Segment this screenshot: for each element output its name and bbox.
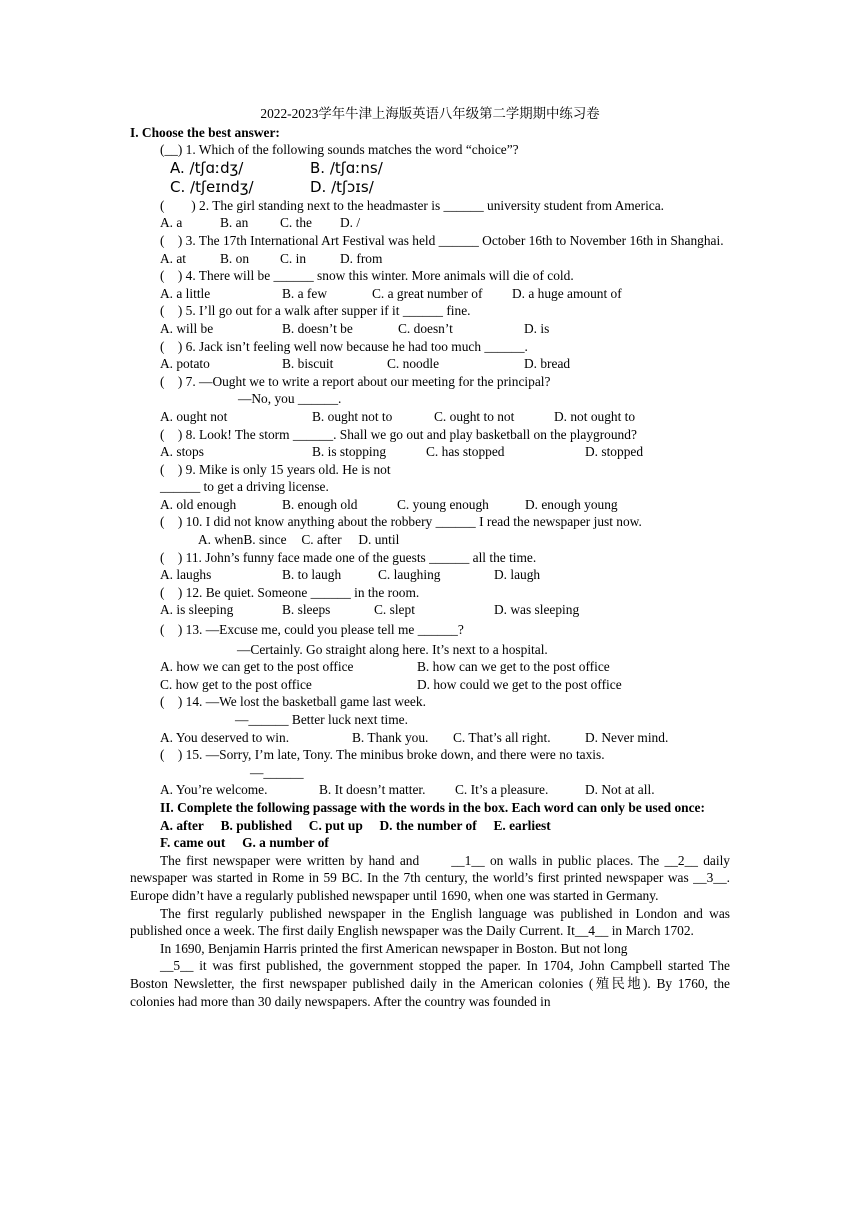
question-9-options [130,496,730,514]
option-d: D. was sleeping [494,602,580,618]
option-b: B. It doesn’t matter. [319,782,426,798]
option-a: A. old enough [160,496,237,512]
option-c: C. has stopped [426,444,505,460]
option-a: A. potato [160,356,210,372]
option-b: B. doesn’t be [282,320,353,336]
option-b: B. a few [282,285,327,301]
option-a: A. /tʃɑːdʒ/ [170,158,244,177]
option-c: C. the [280,215,312,231]
question-2-options [130,214,730,232]
question-10-options [130,531,730,549]
option-a: A. at [160,250,187,266]
option-d: D. enough young [525,496,618,512]
question-7: ( ) 7. —Ought we to write a report about our meeting for the principal? [160,373,551,389]
option-d: D. laugh [494,567,541,583]
question-1: (__) 1. Which of the following sounds matches the word “choice”? [160,142,519,158]
question-1-options-row2 [130,178,730,197]
question-13: ( ) 13. —Excuse me, could you please tell me ______? [160,622,464,638]
option-d: D. is [524,320,550,336]
option-b: B. since [243,532,287,548]
option-b: B. on [220,250,250,266]
option-a: A. ought not [160,408,228,424]
option-d: D. not ought to [554,408,636,424]
option-c: C. how get to the post office [160,676,312,692]
word-box-line-2: F. came out G. a number of [160,835,329,851]
passage-paragraph-2: The first regularly published newspaper in the English language was published in London and was published once a week. The first daily English newspaper was the Daily Current. It__4__ in March 1702. [130,905,730,939]
question-13-options-row1 [130,658,730,676]
question-8-options [130,443,730,461]
question-11: ( ) 11. John’s funny face made one of the guests ______ all the time. [160,549,537,565]
question-6: ( ) 6. Jack isn’t feeling well now because he had too much ______. [160,338,528,354]
option-b: B. sleeps [282,602,331,618]
question-15: ( ) 15. —Sorry, I’m late, Tony. The minibus broke down, and there were no taxis. [160,747,605,763]
passage-paragraph-3-line1: In 1690, Benjamin Harris printed the first American newspaper in Boston. But not long [160,940,628,956]
question-3: ( ) 3. The 17th International Art Festival was held ______ October 16th to November 16th in Shanghai. [160,232,724,248]
option-c: C. ought to not [434,408,515,424]
option-c: C. That’s all right. [453,729,551,745]
option-d: D. how could we get to the post office [417,676,622,692]
question-1-options-row1 [130,159,730,178]
question-12-options [130,601,730,619]
option-c: C. It’s a pleasure. [455,782,549,798]
question-11-options [130,566,730,584]
question-5-options [130,320,730,338]
option-d: D. /tʃɔɪs/ [310,177,374,196]
question-3-options [130,250,730,268]
question-14-reply: —______ Better luck next time. [235,712,408,727]
question-7-options [130,408,730,426]
option-a: A. You’re welcome. [160,782,268,798]
option-b: B. ought not to [312,408,393,424]
question-4: ( ) 4. There will be ______ snow this winter. More animals will die of cold. [160,268,574,284]
question-13-reply: —Certainly. Go straight along here. It’s next to a hospital. [237,641,548,657]
section-1-heading: I. Choose the best answer: [130,124,280,140]
option-a: A. when [198,532,244,548]
word-box-line-1: A. after B. published C. put up D. the number of E. earliest [160,817,551,833]
option-d: D. stopped [585,444,644,460]
option-d: D. Never mind. [585,729,669,745]
option-d: D. from [340,250,383,266]
question-15-reply: —______ [250,764,304,780]
passage-paragraph-3: __5__ it was first published, the government stopped the paper. In 1704, John Campbell started The Boston Newsletter, the first newspaper published daily in the American colonies (殖民地). By 1760, the colonies had more than 30 daily newspapers. After the country was founded in [130,958,730,1009]
question-5: ( ) 5. I’ll go out for a walk after supper if it ______ fine. [160,303,471,319]
option-d: D. bread [524,356,571,372]
question-2: ( ) 2. The girl standing next to the headmaster is ______ university student from America. [160,197,665,213]
question-10: ( ) 10. I did not know anything about the robbery ______ I read the newspaper just now. [160,514,642,530]
question-14-options [130,729,730,747]
option-b: B. Thank you. [352,729,429,745]
option-c: C. laughing [378,567,441,583]
section-2-heading: II. Complete the following passage with the words in the box. Each word can only be used once: [160,799,705,815]
question-12: ( ) 12. Be quiet. Someone ______ in the room. [160,584,420,600]
option-a: A. how we can get to the post office [160,659,354,675]
exam-page [130,105,730,1010]
option-c: C. slept [374,602,415,618]
question-7-reply: —No, you ______. [238,391,342,407]
option-a: A. will be [160,320,214,336]
option-a: A. a little [160,285,211,301]
option-c: C. noodle [387,356,440,372]
option-b: B. is stopping [312,444,387,460]
option-d: D. until [358,532,400,548]
option-d: D. Not at all. [585,782,655,798]
question-9-continued: ______ to get a driving license. [160,479,329,495]
option-b: B. biscuit [282,356,334,372]
option-a: A. laughs [160,567,212,583]
option-a: A. You deserved to win. [160,729,290,745]
question-6-options [130,355,730,373]
option-c: C. /tʃeɪndʒ/ [170,177,254,196]
option-b: B. how can we get to the post office [417,659,610,675]
option-a: A. stops [160,444,204,460]
option-c: C. doesn’t [398,320,453,336]
passage-paragraph-1: The first newspaper were written by hand and __1__ on walls in public places. The __2__ daily newspaper was started in Rome in 59 BC. In the 7th century, the world’s first printed newspaper was __3__. Europe didn’t have a regularly published newspaper until 1690, when one was started in Germany. [130,852,730,903]
option-b: B. enough old [282,496,358,512]
option-a: A. is sleeping [160,602,234,618]
question-13-options-row2 [130,676,730,694]
option-c: C. a great number of [372,285,483,301]
question-14: ( ) 14. —We lost the basketball game last week. [160,694,426,710]
option-b: B. to laugh [282,567,342,583]
page-title: 2022-2023学年牛津上海版英语八年级第二学期期中练习卷 [260,106,600,121]
option-c: C. after [301,532,342,548]
option-c: C. in [280,250,307,266]
option-d: D. / [340,215,361,231]
option-d: D. a huge amount of [512,285,622,301]
option-a: A. a [160,215,183,231]
option-b: B. /tʃɑːns/ [310,158,383,177]
option-c: C. young enough [397,496,489,512]
question-8: ( ) 8. Look! The storm ______. Shall we go out and play basketball on the playground? [160,426,637,442]
question-15-options [130,781,730,799]
question-9: ( ) 9. Mike is only 15 years old. He is not [160,461,391,477]
question-4-options [130,285,730,303]
option-b: B. an [220,215,249,231]
